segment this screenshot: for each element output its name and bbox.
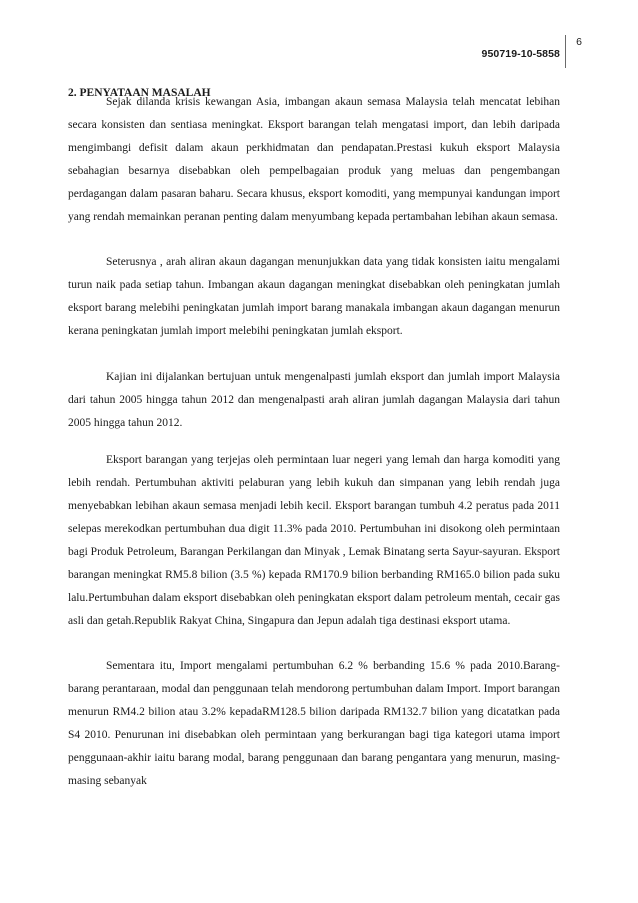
header-divider	[565, 35, 566, 68]
paragraph-2: Seterusnya , arah aliran akaun dagangan menunjukkan data yang tidak konsisten iaitu mengalami turun naik pada setiap tahun. Imbangan akaun dagangan meningkat disebabkan oleh peningkatan jumlah eksport barang melebihi peningkatan jumlah import barang manakala imbangan akaun dagangan menurun kerana peningkatan jumlah import melebihi peningkatan jumlah eksport.	[68, 256, 560, 337]
paragraph-1: Sejak dilanda krisis kewangan Asia, imbangan akaun semasa Malaysia telah mencatat lebihan secara konsisten dan sentiasa meningkat. Eksport barangan telah mengatasi import, dan lebih daripada mengimbangi defisit dalam akaun perkhidmatan dan pendapatan.Prestasi kukuh eksport Malaysia sebahagian besarnya disebabkan oleh pempelbagaian produk yang meluas dan pengembangan perdagangan dalam pasaran baharu. Secara khusus, eksport komoditi, yang mempunyai kandungan import yang rendah memainkan peranan penting dalam menyumbang kepada pertambahan lebihan akaun semasa.	[68, 96, 560, 223]
section-heading: 2. PENYATAAN MASALAH	[68, 87, 211, 99]
paragraph-5: Sementara itu, Import mengalami pertumbuhan 6.2 % berbanding 15.6 % pada 2010.Barang-barang perantaraan, modal dan penggunaan telah mendorong pertumbuhan dalam Import. Import barangan menurun RM4.2 bilion atau 3.2% kepadaRM128.5 bilion daripada RM132.7 bilion yang dicatatkan pada S4 2010. Penurunan ini disebabkan oleh permintaan yang berkurangan bagi tiga kategori utama import penggunaan-akhir iaitu barang modal, barang penggunaan dan barang pengantara yang menurun, masing-masing sebanyak	[68, 660, 560, 787]
student-id: 950719-10-5858	[481, 48, 560, 60]
paragraph-4: Eksport barangan yang terjejas oleh permintaan luar negeri yang lemah dan harga komoditi yang lebih rendah. Pertumbuhan aktiviti pelaburan yang lebih kukuh dan simpanan yang lebih rendah juga menyebabkan lebihan akaun semasa menjadi lebih kecil. Eksport barangan tumbuh 4.2 peratus pada 2011 selepas merekodkan pertumbuhan dua digit 11.3% pada 2010. Pertumbuhan ini disokong oleh permintaan bagi Produk Petroleum, Barangan Perkilangan dan Minyak , Lemak Binatang serta Sayur-sayuran. Eksport barangan meningkat RM5.8 bilion (3.5 %) kepada RM170.9 bilion berbanding RM165.0 bilion pada suku lalu.Pertumbuhan dalam eksport disebabkan oleh peningkatan eksport dalam petroleum mentah, cecair gas asli dan getah.Republik Rakyat China, Singapura dan Jepun adalah tiga destinasi eksport utama.	[68, 454, 560, 627]
paragraph-3: Kajian ini dijalankan bertujuan untuk mengenalpasti jumlah eksport dan jumlah import Malaysia dari tahun 2005 hingga tahun 2012 dan mengenalpasti arah aliran jumlah dagangan Malaysia dari tahun 2005 hingga tahun 2012.	[68, 371, 560, 429]
page-number: 6	[576, 36, 582, 48]
